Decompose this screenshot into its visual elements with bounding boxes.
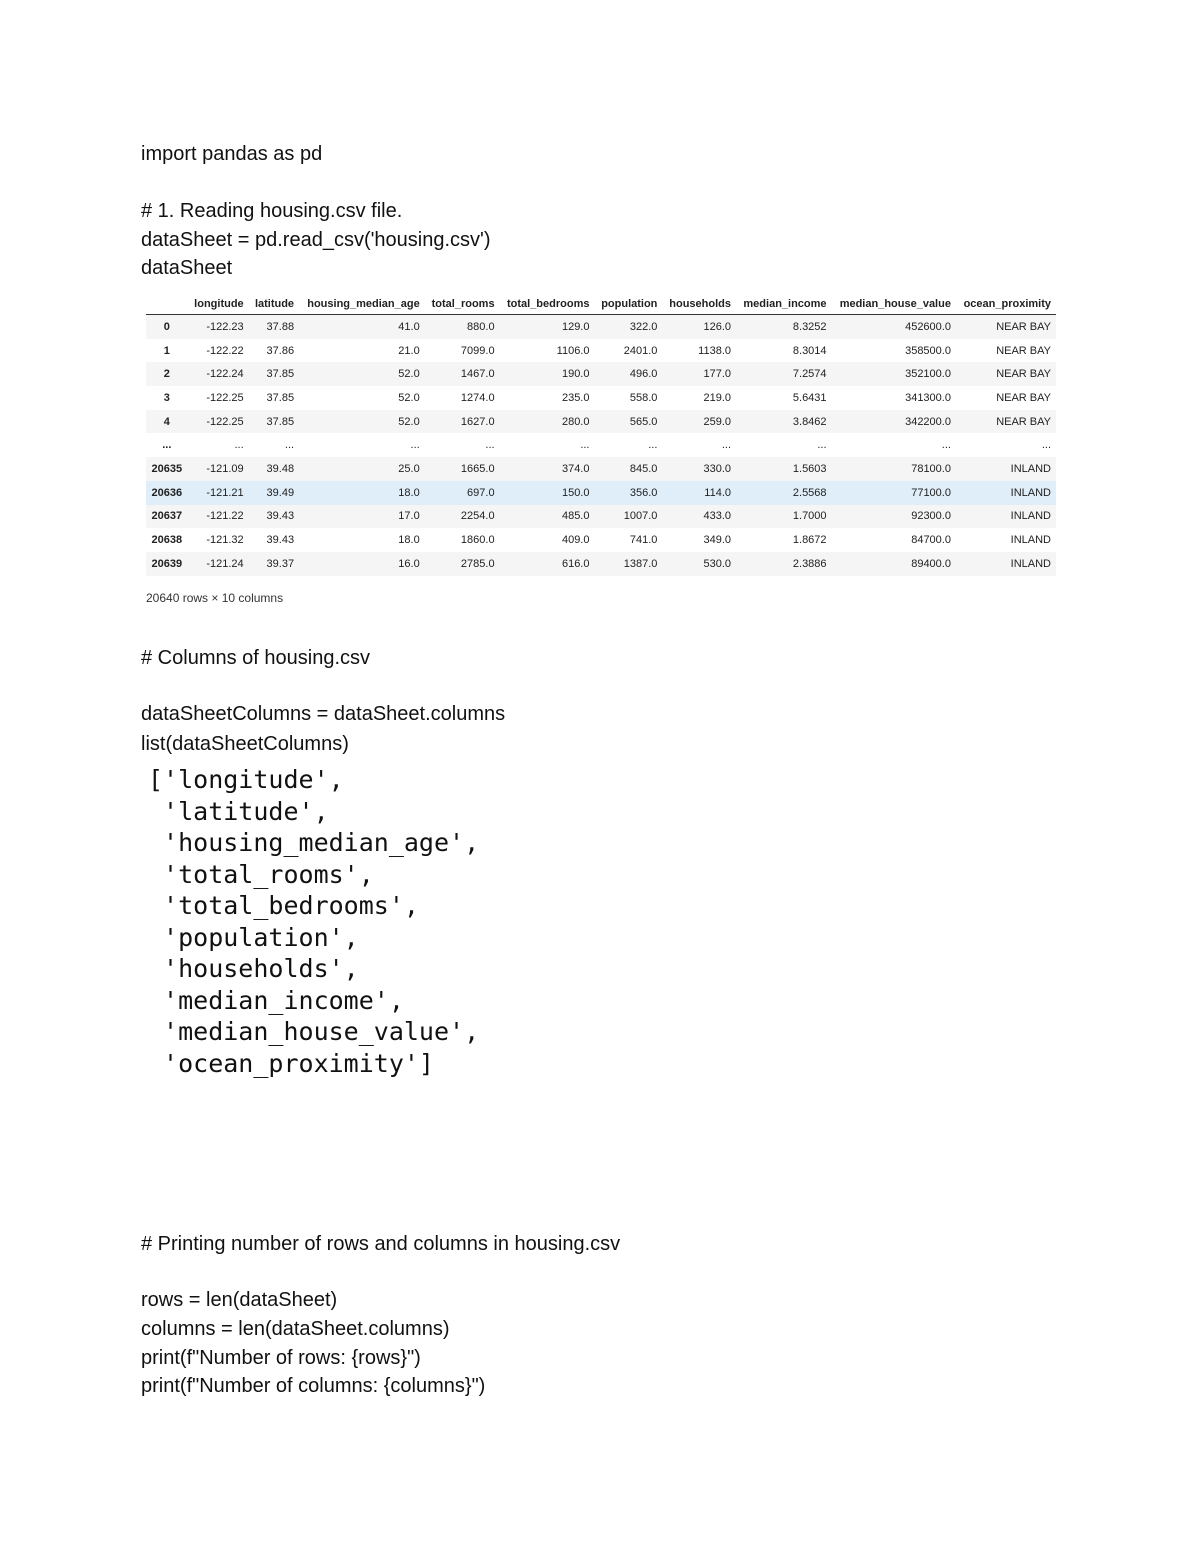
table-cell: 17.0 [398, 510, 420, 523]
table-cell: 114.0 [704, 486, 731, 499]
code-columns-line: dataSheetColumns = dataSheet.columns [141, 703, 506, 725]
code-print-rows-line: print(f"Number of rows: {rows}") [141, 1347, 421, 1369]
table-cell: 374.0 [561, 462, 590, 475]
table-cell: 616.0 [561, 557, 590, 570]
list-output-line: 'total_rooms', [148, 859, 374, 889]
table-cell: 78100.0 [911, 462, 951, 475]
dataframe-column-header: population [594, 294, 662, 315]
table-cell: 2.5568 [792, 486, 827, 499]
dataframe-column-header: median_income [736, 294, 832, 315]
table-cell: 485.0 [561, 510, 590, 523]
dataframe-output [146, 294, 1056, 576]
table-cell: 1274.0 [460, 391, 495, 404]
table-cell: 1387.0 [623, 557, 658, 570]
table-cell: 496.0 [629, 368, 658, 381]
dataframe-column-header: ocean_proximity [956, 294, 1056, 315]
table-cell: 1007.0 [623, 510, 658, 523]
table-cell: 352100.0 [905, 368, 951, 381]
list-output-line: 'ocean_proximity'] [148, 1048, 434, 1078]
table-cell: -122.23 [206, 320, 244, 333]
table-cell: 452600.0 [905, 320, 951, 333]
table-cell: 356.0 [629, 486, 658, 499]
table-cell: 741.0 [629, 534, 658, 547]
table-cell: 39.43 [266, 534, 295, 547]
table-cell: 52.0 [398, 368, 420, 381]
table-cell: ... [580, 439, 590, 452]
list-output-line: 'median_house_value', [148, 1017, 480, 1046]
list-output-line: ['longitude', [148, 765, 344, 794]
list-output-line: 'median_income', [148, 985, 404, 1015]
table-row [146, 339, 1056, 363]
table-row [146, 315, 1056, 339]
table-cell: 880.0 [467, 320, 495, 333]
table-cell: NEAR BAY [996, 344, 1051, 357]
table-cell: 1860.0 [460, 534, 495, 547]
table-row [146, 552, 1056, 576]
row-index-cell: 1 [163, 344, 170, 357]
table-cell: 341300.0 [905, 391, 951, 404]
table-cell: 697.0 [467, 486, 495, 499]
table-cell: 219.0 [703, 391, 731, 404]
table-cell: 52.0 [398, 391, 420, 404]
dataframe-column-header: median_house_value [832, 294, 956, 315]
table-cell: -121.21 [206, 486, 244, 499]
table-cell: 37.85 [266, 391, 295, 404]
table-cell: NEAR BAY [996, 415, 1051, 428]
table-cell: 37.86 [266, 344, 295, 357]
table-cell: 16.0 [398, 557, 420, 570]
table-cell: 18.0 [398, 486, 420, 499]
dataframe-column-header: housing_median_age [299, 294, 425, 315]
dataframe-column-header: longitude [188, 294, 249, 315]
table-cell: -121.32 [206, 534, 244, 547]
table-cell: 235.0 [561, 391, 590, 404]
table-cell: ... [648, 439, 658, 452]
table-cell: NEAR BAY [996, 320, 1051, 333]
list-output [148, 764, 479, 1079]
row-index-cell: 20639 [151, 557, 183, 570]
row-index-cell: 20637 [151, 510, 183, 523]
row-index-cell: 20638 [151, 534, 183, 547]
list-output-line: 'latitude', [148, 796, 329, 826]
table-cell: 2785.0 [460, 557, 495, 570]
table-cell: 126.0 [703, 320, 731, 333]
dataframe-index-header [146, 294, 188, 315]
table-cell: 342200.0 [905, 415, 951, 428]
row-index-cell: 0 [163, 320, 170, 333]
row-index-cell: 4 [163, 415, 170, 428]
table-cell: 1665.0 [460, 462, 495, 475]
table-cell: 77100.0 [911, 486, 951, 499]
table-cell: 565.0 [629, 415, 658, 428]
code-list-line: list(dataSheetColumns) [141, 733, 349, 755]
table-cell: 129.0 [561, 320, 590, 333]
table-cell: 349.0 [703, 534, 731, 547]
table-cell: 530.0 [703, 557, 731, 570]
table-cell: 39.43 [266, 510, 295, 523]
code-read-csv-line: dataSheet = pd.read_csv('housing.csv') [141, 229, 491, 251]
table-row [146, 362, 1056, 386]
table-cell: 7.2574 [792, 368, 827, 381]
table-cell: -122.22 [206, 344, 244, 357]
table-cell: 322.0 [629, 320, 658, 333]
table-cell: -121.24 [206, 557, 244, 570]
code-rows-line: rows = len(dataSheet) [141, 1289, 338, 1311]
table-cell: 1.7000 [792, 510, 827, 523]
table-cell: 89400.0 [911, 557, 951, 570]
list-output-line: 'total_bedrooms', [148, 891, 419, 920]
dataframe-column-header: total_rooms [425, 294, 500, 315]
table-cell: -121.22 [206, 510, 244, 523]
dataframe-header-row [146, 294, 1056, 315]
table-row [146, 481, 1056, 505]
dataframe-table [146, 294, 1056, 576]
row-index-cell: 2 [163, 368, 170, 381]
table-cell: 39.37 [266, 557, 295, 570]
table-cell: 1.8672 [792, 534, 827, 547]
table-cell: 558.0 [629, 391, 658, 404]
table-cell: 433.0 [703, 510, 731, 523]
table-row [146, 433, 1056, 457]
list-output-line: 'households', [148, 954, 359, 983]
dataframe-shape: 20640 rows × 10 columns [146, 591, 284, 605]
table-cell: 18.0 [398, 534, 420, 547]
table-cell: INLAND [1010, 510, 1051, 523]
dataframe-column-header: total_bedrooms [500, 294, 595, 315]
code-import-line: import pandas as pd [141, 143, 323, 165]
code-columns-len-line: columns = len(dataSheet.columns) [141, 1318, 450, 1340]
table-cell: NEAR BAY [996, 368, 1051, 381]
table-cell: 39.49 [266, 486, 295, 499]
table-cell: INLAND [1010, 462, 1051, 475]
table-cell: 37.85 [266, 368, 295, 381]
table-cell: ... [941, 439, 951, 452]
table-cell: 84700.0 [911, 534, 951, 547]
table-cell: 7099.0 [460, 344, 495, 357]
table-cell: 21.0 [398, 344, 420, 357]
code-print-columns-line: print(f"Number of columns: {columns}") [141, 1375, 486, 1397]
table-cell: 3.8462 [792, 415, 827, 428]
code-comment-print: # Printing number of rows and columns in housing.csv [141, 1233, 621, 1255]
table-cell: ... [234, 439, 244, 452]
table-cell: NEAR BAY [996, 391, 1051, 404]
table-cell: 177.0 [703, 368, 731, 381]
table-row [146, 457, 1056, 481]
table-cell: -122.24 [206, 368, 244, 381]
table-cell: 41.0 [398, 320, 420, 333]
table-cell: INLAND [1010, 557, 1051, 570]
list-output-line: 'housing_median_age', [148, 828, 480, 857]
table-row [146, 386, 1056, 410]
table-cell: 39.48 [266, 462, 295, 475]
table-cell: ... [721, 439, 731, 452]
table-cell: 845.0 [629, 462, 658, 475]
table-cell: -122.25 [206, 415, 244, 428]
table-cell: 2401.0 [623, 344, 658, 357]
table-cell: 8.3014 [792, 344, 827, 357]
table-cell: ... [1041, 439, 1051, 452]
table-cell: 190.0 [561, 368, 590, 381]
table-cell: 259.0 [703, 415, 731, 428]
code-comment-columns: # Columns of housing.csv [141, 647, 371, 669]
table-cell: -121.09 [206, 462, 244, 475]
table-row [146, 410, 1056, 434]
table-cell: INLAND [1010, 486, 1051, 499]
table-cell: 25.0 [398, 462, 420, 475]
table-cell: 330.0 [703, 462, 731, 475]
table-cell: 92300.0 [911, 510, 951, 523]
table-cell: 5.6431 [792, 391, 827, 404]
table-cell: 1106.0 [556, 344, 590, 357]
table-cell: 1138.0 [698, 344, 731, 357]
code-display-line: dataSheet [141, 257, 233, 279]
row-index-cell: 20635 [151, 462, 183, 475]
table-cell: 409.0 [561, 534, 590, 547]
dataframe-column-header: households [662, 294, 736, 315]
table-cell: ... [410, 439, 420, 452]
table-cell: ... [284, 439, 295, 452]
dataframe-column-header: latitude [249, 294, 299, 315]
table-cell: -122.25 [206, 391, 244, 404]
table-cell: 37.88 [266, 320, 295, 333]
table-cell: 280.0 [561, 415, 590, 428]
table-cell: 8.3252 [792, 320, 827, 333]
table-cell: 2254.0 [460, 510, 495, 523]
table-cell: 150.0 [561, 486, 590, 499]
row-index-cell: ... [162, 439, 172, 452]
dataframe-header [146, 294, 1056, 315]
table-cell: 2.3886 [792, 557, 827, 570]
table-row [146, 528, 1056, 552]
table-cell: INLAND [1010, 534, 1051, 547]
table-cell: 37.85 [266, 415, 295, 428]
table-cell: ... [485, 439, 495, 452]
row-index-cell: 3 [163, 391, 170, 404]
table-cell: 1467.0 [460, 368, 495, 381]
code-comment-read: # 1. Reading housing.csv file. [141, 200, 403, 222]
table-cell: 52.0 [398, 415, 420, 428]
table-cell: 358500.0 [905, 344, 951, 357]
table-cell: 1.5603 [792, 462, 827, 475]
table-cell: 1627.0 [460, 415, 495, 428]
dataframe-body [146, 315, 1056, 576]
list-output-line: 'population', [148, 922, 359, 952]
row-index-cell: 20636 [151, 486, 183, 499]
table-row [146, 505, 1056, 529]
table-cell: ... [817, 439, 827, 452]
